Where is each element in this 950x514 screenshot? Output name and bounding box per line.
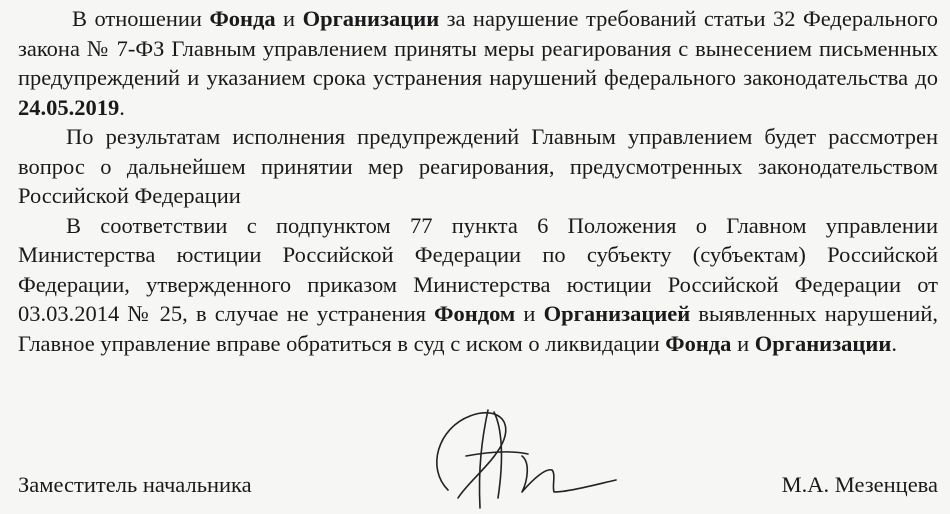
text-run: В отношении xyxy=(72,6,210,31)
bold-organization: Организации xyxy=(302,6,440,31)
bold-fund: Фонда xyxy=(665,330,732,356)
bold-organization: Организацией xyxy=(543,301,691,326)
paragraph-follow-up xyxy=(18,122,938,211)
signature-line xyxy=(18,470,938,502)
text-run: По результатам исполнения предупреждений Главным управлением будет рассмотрен вопрос о дальнейшем принятии мер реагирования, предусмотренных законодательством Российской Федерации xyxy=(18,124,938,208)
text-run: . xyxy=(891,330,897,356)
bold-fund: Фондом xyxy=(434,301,516,326)
text-run: и xyxy=(515,301,544,326)
text-run: выявленных нарушений, Главное управление вправе обратиться в суд с иском о ликвидации xyxy=(18,301,938,356)
text-run: и xyxy=(731,330,755,356)
text-run: В соответствии с подпунктом 77 пункта 6 Положения о Главном управлении Министерства юстиции Российской Федерации по субъекту (субъектам) Российской Федерации, утвержденного приказом Министерства юстиции Российской Федерации от 03.03.2014 № 25, в случае не устранения xyxy=(18,212,938,326)
signer-name: М.А. Мезенцева xyxy=(781,472,938,497)
text-run: . xyxy=(119,94,125,120)
bold-deadline-date: 24.05.2019 xyxy=(18,94,120,120)
text-run: за нарушение требований статьи 32 Федерального закона № 7-ФЗ Главным управлением приняты меры реагирования с вынесением письменных предупреждений и указанием срока устранения нарушений федерального законодательства до xyxy=(18,6,938,90)
signer-position: Заместитель начальника xyxy=(18,472,252,497)
paragraph-violations xyxy=(18,4,938,122)
letter-body xyxy=(18,4,938,358)
paragraph-liquidation xyxy=(18,211,938,359)
bold-organization: Организации xyxy=(754,330,892,356)
bold-fund: Фонда xyxy=(209,6,276,31)
text-run: и xyxy=(275,6,303,31)
